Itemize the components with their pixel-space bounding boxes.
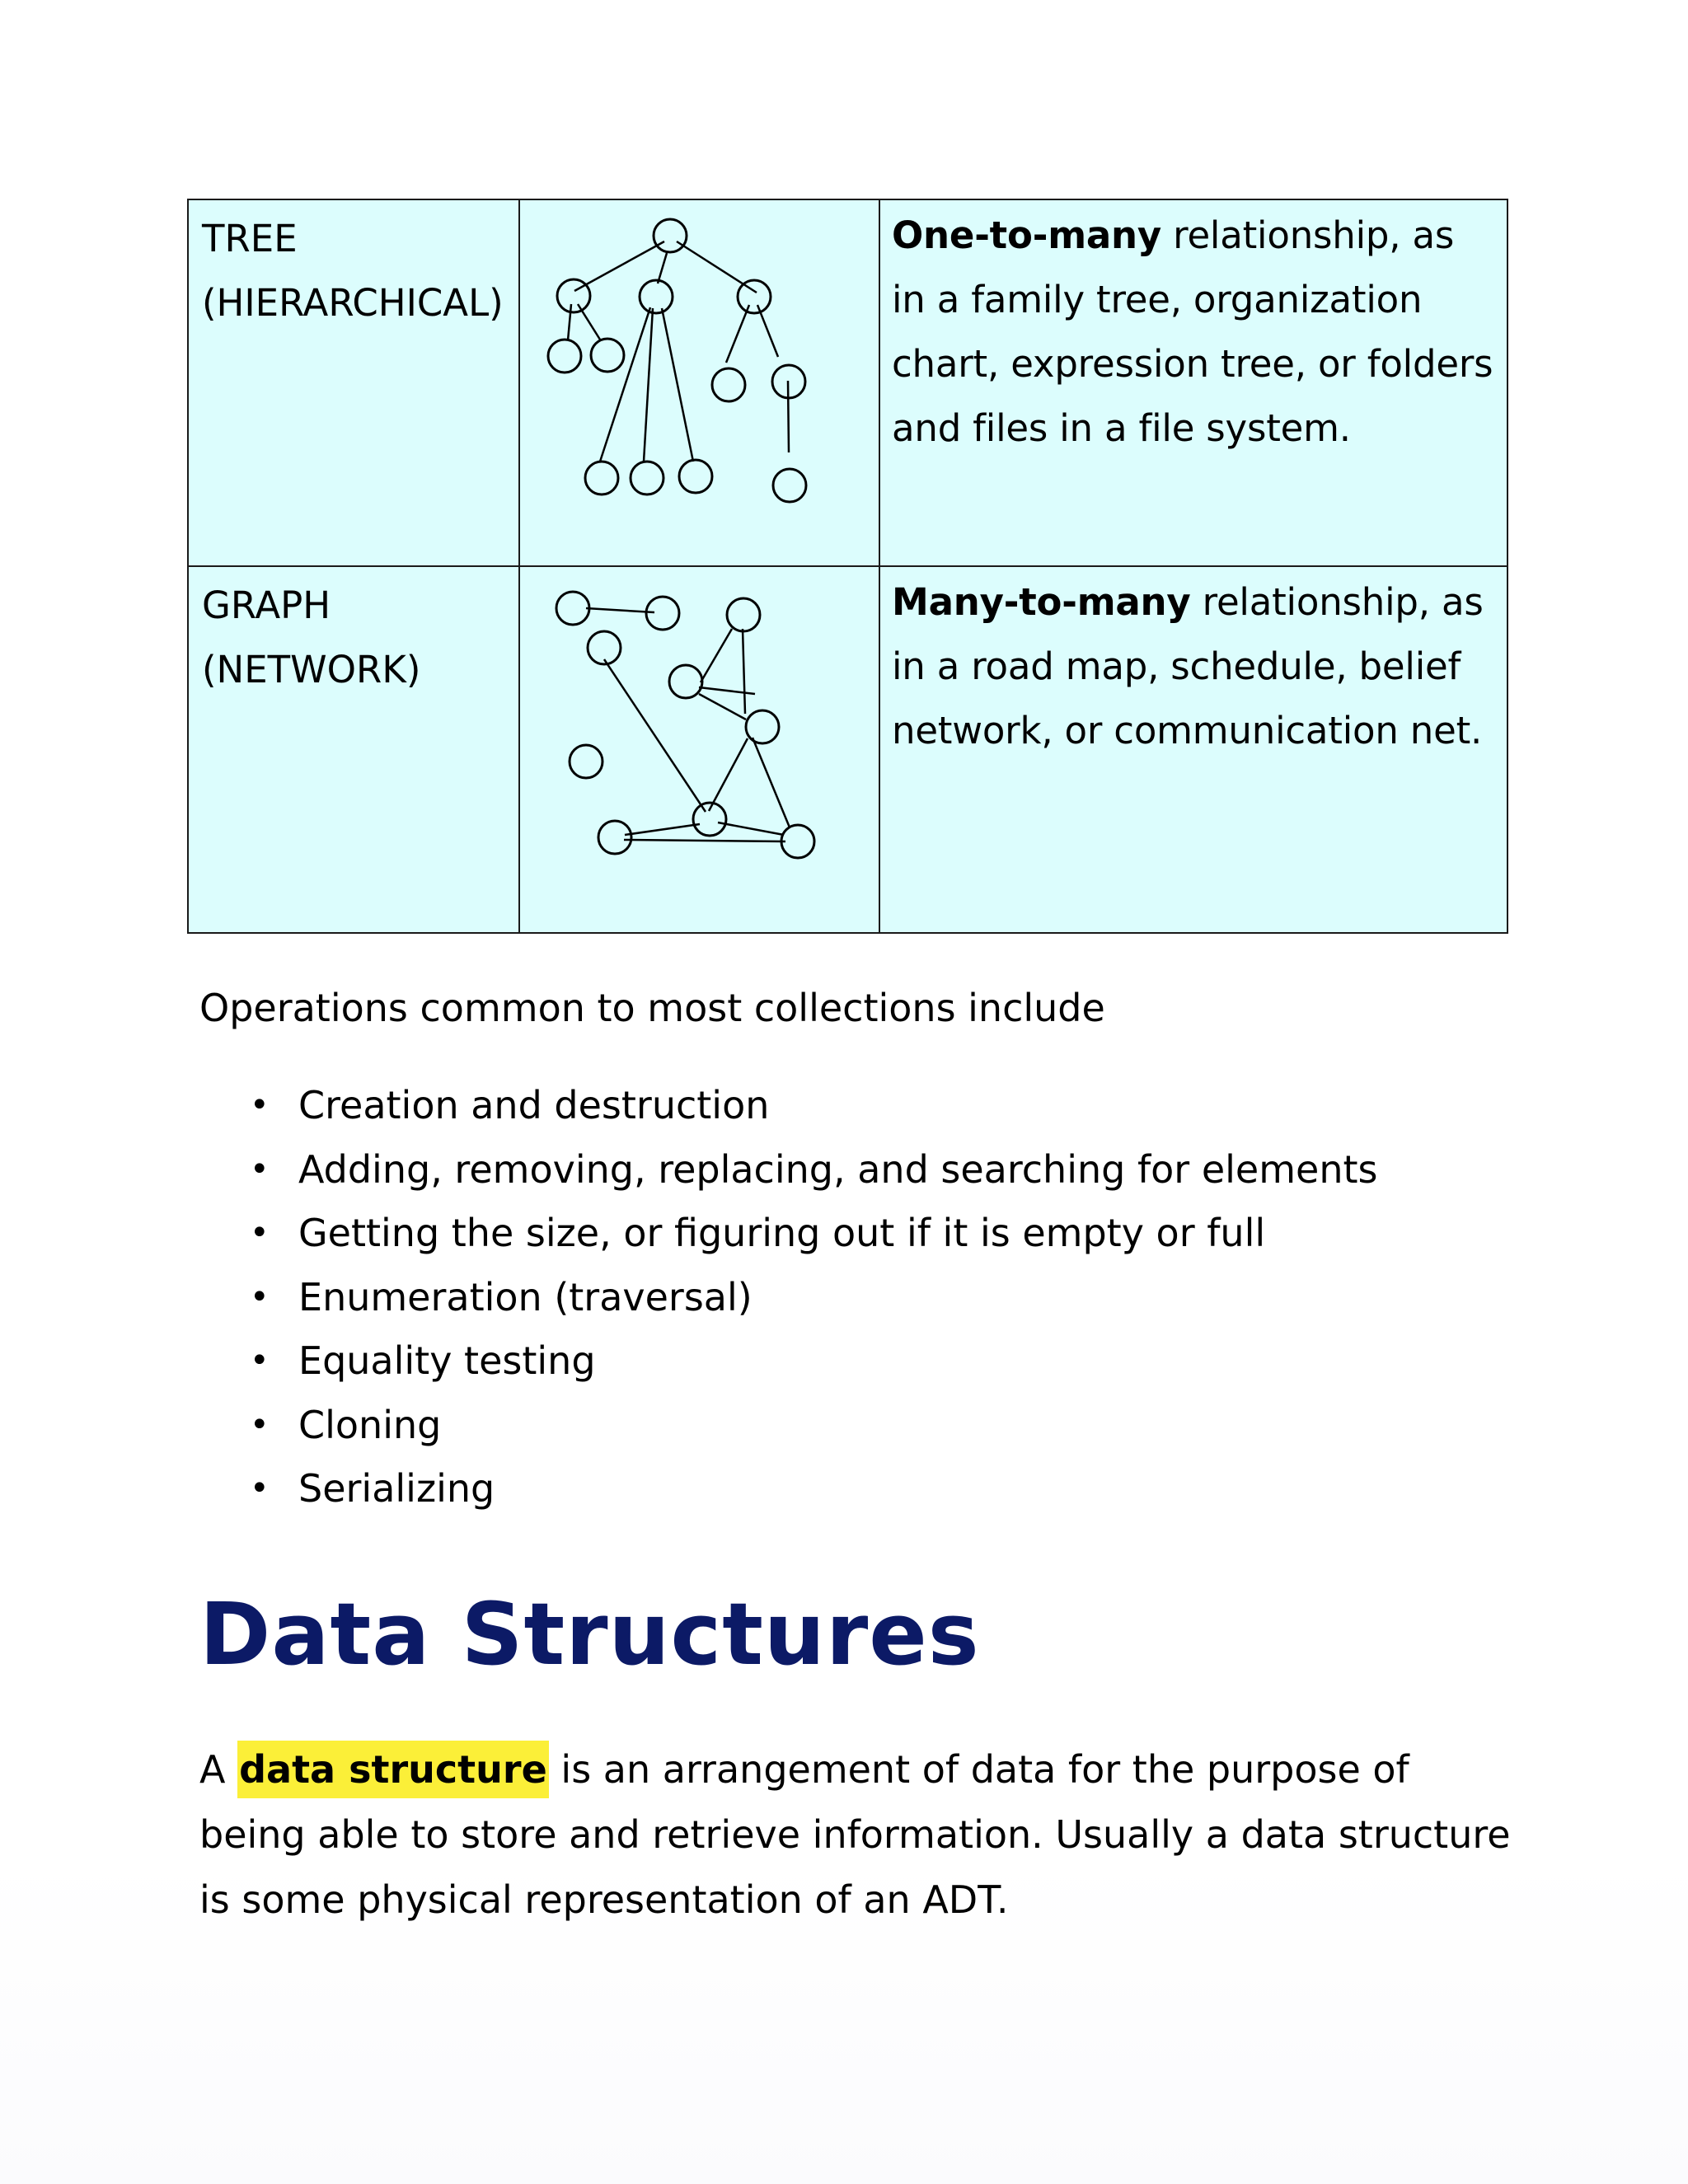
definition-body: is an arrangement of data for the purpose of being able to store and retrieve information. Usually a data structure is some physical representation of an ADT. — [199, 1747, 1511, 1922]
graph-name-line1: GRAPH — [202, 583, 331, 627]
bullet-icon: • — [250, 1405, 270, 1444]
list-item — [0, 1394, 1377, 1458]
graph-name-line2: (NETWORK) — [202, 648, 421, 691]
list-item — [0, 1138, 1377, 1202]
list-item-text: Cloning — [298, 1402, 442, 1447]
definition-paragraph — [199, 1737, 1518, 1933]
list-item — [0, 1457, 1377, 1521]
list-item — [0, 1266, 1377, 1330]
definition-lead: A — [199, 1747, 238, 1792]
bullet-icon: • — [250, 1469, 270, 1507]
graph-relationship-term: Many-to-many — [892, 580, 1191, 624]
list-item-text: Serializing — [298, 1466, 495, 1511]
cell-graph-name — [188, 566, 519, 933]
list-item — [0, 1202, 1377, 1266]
table-row-tree — [188, 199, 1507, 566]
tree-diagram — [520, 200, 880, 565]
tree-relationship-text: relationship, as in a family tree, organization chart, expression tree, or folders and files in a file system. — [892, 213, 1493, 450]
bullet-icon: • — [250, 1277, 270, 1316]
cell-graph-diagram — [519, 566, 879, 933]
highlighted-term: data structure — [237, 1741, 549, 1798]
cell-tree-diagram — [519, 199, 879, 566]
graph-diagram — [520, 567, 880, 932]
structures-table — [187, 199, 1508, 934]
bullet-icon: • — [250, 1342, 270, 1380]
list-item-text: Equality testing — [298, 1338, 596, 1383]
bullet-icon: • — [250, 1150, 270, 1188]
section-title: Data Structures — [199, 1584, 980, 1685]
operations-intro: Operations common to most collections include — [199, 986, 1105, 1030]
graph-description — [880, 567, 1507, 763]
tree-name-line2: (HIERARCHICAL) — [202, 281, 504, 325]
list-item-text: Getting the size, or figuring out if it is empty or full — [298, 1211, 1266, 1255]
cell-graph-description — [879, 566, 1507, 933]
bullet-icon: • — [250, 1086, 270, 1124]
list-item-text: Enumeration (traversal) — [298, 1274, 753, 1319]
list-item — [0, 1074, 1377, 1138]
cell-tree-name — [188, 199, 519, 566]
list-item — [0, 1329, 1377, 1394]
operations-list — [0, 1074, 1377, 1521]
cell-tree-description — [879, 199, 1507, 566]
tree-relationship-term: One-to-many — [892, 213, 1162, 257]
table-row-graph — [188, 566, 1507, 933]
bullet-icon: • — [250, 1214, 270, 1252]
graph-relationship-text: relationship, as in a road map, schedule, belief network, or communication net. — [892, 580, 1484, 752]
list-item-text: Adding, removing, replacing, and searching for elements — [298, 1146, 1378, 1192]
list-item-text: Creation and destruction — [298, 1083, 770, 1127]
tree-description — [880, 200, 1507, 461]
tree-name-line1: TREE — [202, 217, 298, 260]
